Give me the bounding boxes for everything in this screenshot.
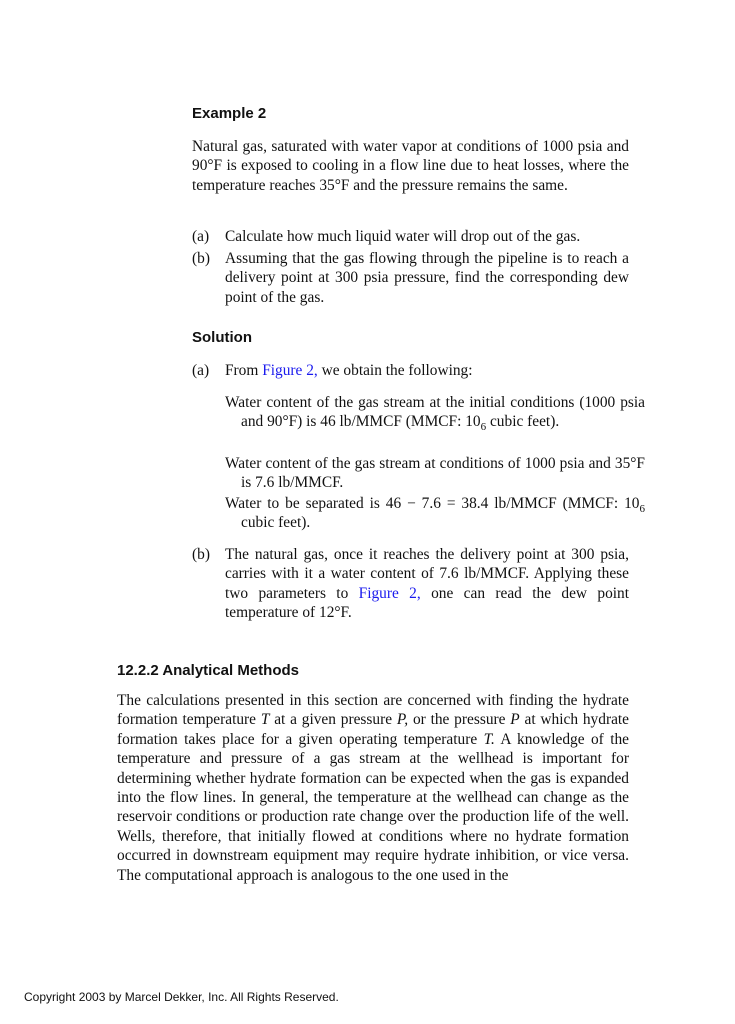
section-heading: 12.2.2 Analytical Methods	[117, 662, 300, 679]
symbol-T: T	[260, 711, 270, 729]
figure-2-link[interactable]: Figure 2,	[262, 362, 318, 379]
example-intro: Natural gas, saturated with water vapor at conditions of 1000 psia and 90°F is exposed to cooling in a flow line due to heat losses, where the temperature reaches 35°F and the pressure remains the same.	[192, 138, 629, 194]
solution-line-1-text: Water content of the gas stream at the initial conditions (1000 psia and 90°F) is 46 lb/MMCF (MMCF: 10	[225, 394, 645, 431]
solution-heading: Solution	[192, 329, 252, 346]
solution-a-post: we obtain the following:	[317, 362, 473, 379]
subscript-6: 6	[480, 421, 487, 434]
figure-2-link[interactable]: Figure 2,	[358, 584, 421, 602]
solution-b-label: (b)	[192, 546, 210, 563]
solution-a-label: (a)	[192, 362, 210, 379]
question-b	[192, 249, 629, 309]
solution-b-text	[225, 545, 629, 623]
solution-line-3	[225, 494, 645, 533]
section-text-3: or the pressure	[408, 711, 511, 729]
section-paragraph	[117, 691, 629, 885]
solution-line-1-end: cubic feet).	[486, 413, 560, 431]
solution-line-3-text: Water to be separated is 46 − 7.6 = 38.4 lb/MMCF (MMCF: 10	[225, 495, 640, 512]
solution-b-post: one can read the dew point temperature of 12°F.	[225, 584, 630, 622]
question-a-text: Calculate how much liquid water will drop out of the gas.	[225, 228, 581, 245]
symbol-T: T.	[483, 730, 495, 748]
solution-line-3-end: cubic feet).	[241, 514, 311, 532]
solution-a-pre: From	[225, 362, 263, 379]
solution-b-pre: The natural gas, once it reaches the delivery point at 300 psia, carries with it a water content of 7.6 lb/MMCF. Applying these two parameters to	[225, 546, 629, 602]
solution-line-1	[225, 393, 645, 432]
section-text-2: at a given pressure	[269, 711, 397, 729]
solution-b	[192, 545, 629, 625]
question-a-label: (a)	[192, 228, 210, 245]
solution-a-text	[225, 361, 629, 380]
symbol-P: P	[510, 711, 520, 729]
section-text-4: at which hydrate formation takes place for a given operating temperature	[117, 711, 630, 748]
section-text-1: The calculations presented in this section are concerned with finding the hydrate formation temperature	[117, 692, 629, 729]
section-text-5: A knowledge of the temperature and pressure of a gas stream at the wellhead is important for determining whether hydrate formation can be expected when the gas is expanded into the flow lines. In general, the temperature at the wellhead can change as the reservoir conditions or production rate change over the production life of the well. Wells, therefore, that initially flowed at conditions where no hydrate formation occurred in downstream equipment may require hydrate inhibition, or vice versa. The computational approach is analogous to the one used in the	[117, 730, 629, 884]
symbol-P: P,	[396, 711, 409, 729]
subscript-6: 6	[639, 503, 645, 516]
solution-line-2: Water content of the gas stream at conditions of 1000 psia and 35°F is 7.6 lb/MMCF.	[225, 455, 645, 492]
copyright-footer: Copyright 2003 by Marcel Dekker, Inc. All Rights Reserved.	[24, 990, 339, 1004]
question-b-label: (b)	[192, 250, 210, 267]
question-b-text: Assuming that the gas flowing through the pipeline is to reach a delivery point at 300 psia pressure, find the corresponding dew point of the gas.	[225, 250, 629, 306]
example-heading: Example 2	[192, 105, 267, 122]
question-a	[192, 227, 629, 247]
solution-a	[192, 361, 629, 381]
